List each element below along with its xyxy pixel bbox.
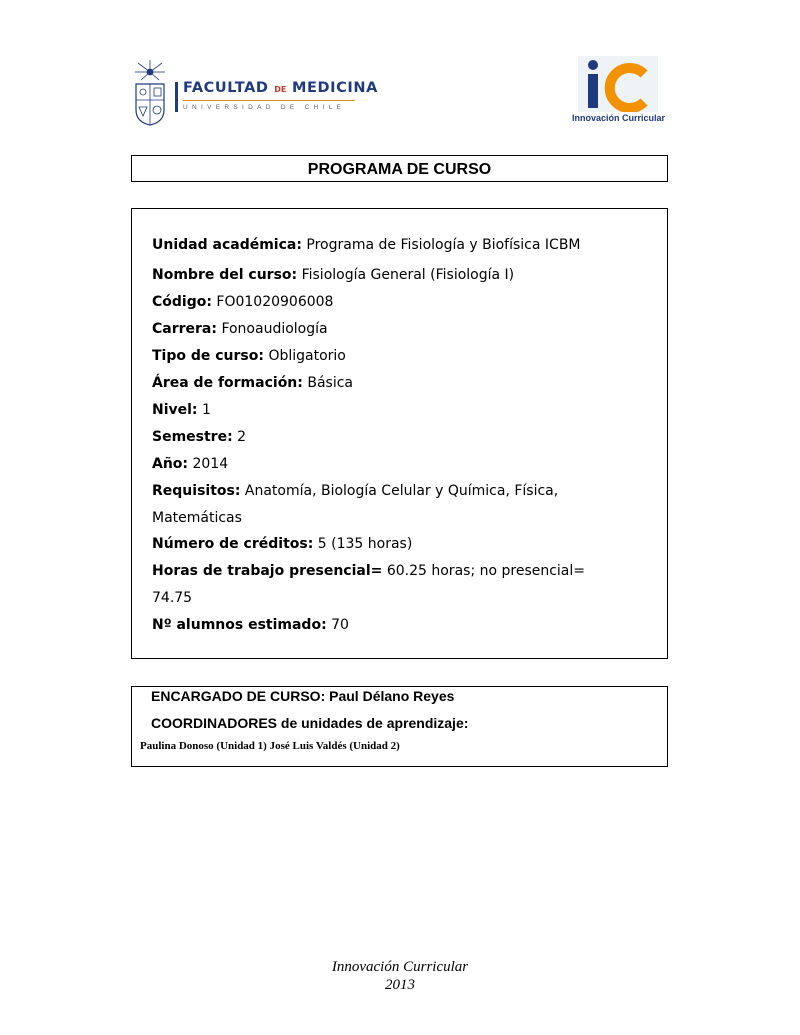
field-label: Año: [152,456,189,472]
ic-caption: Innovación Curricular [572,113,666,123]
field-value: Fisiología General (Fisiología I) [301,267,515,283]
course-info-box [131,208,668,659]
university-name: UNIVERSIDAD DE CHILE [183,104,346,111]
footer [300,958,500,994]
footer-line-1: Innovación Curricular [331,959,469,975]
field-carrera [152,321,328,337]
field-creditos [152,536,412,552]
field-ano [152,456,228,472]
logo-divider [175,82,178,112]
encargado-line [151,688,454,704]
field-requisitos-cont [152,510,242,526]
field-tipo-curso [152,348,346,364]
field-value: Fonoaudiología [221,321,328,337]
faculty-name [183,80,378,96]
field-label: Semestre: [152,429,233,445]
field-label: Requisitos: [152,483,241,499]
field-label: Nivel: [152,402,198,418]
field-codigo [152,294,333,310]
field-area-formacion [152,375,353,391]
field-horas-presencial [152,563,585,579]
field-requisitos [152,483,558,499]
field-label: Nº alumnos estimado: [152,617,327,633]
field-value: Obligatorio [268,348,346,364]
coordinadores-line [151,715,468,731]
field-nivel [152,402,211,418]
field-label: Horas de trabajo presencial= [152,563,383,579]
field-value: 2 [237,429,247,445]
field-label: Número de créditos: [152,536,314,552]
field-value: Básica [307,375,353,391]
field-value: Programa de Fisiología y Biofísica ICBM [306,237,581,253]
ic-mark-icon [578,56,658,112]
coordination-box [131,686,668,767]
page-title: PROGRAMA DE CURSO [307,161,492,178]
field-label: Tipo de curso: [152,348,264,364]
field-nombre-curso [152,267,514,283]
field-value: 2014 [192,456,229,472]
field-value-continued: Matemáticas [152,510,242,526]
field-value-continued: 74.75 [152,590,193,606]
faculty-name-part-b: MEDICINA [291,80,378,96]
encargado-value: : Paul Délano Reyes [320,688,455,704]
faculty-name-de: DE [274,85,287,94]
logo-rule [183,100,355,101]
field-label: Área de formación: [152,375,303,391]
field-value: 60.25 horas; no presencial= [386,563,586,579]
field-value: 1 [202,402,211,418]
field-label: Nombre del curso: [152,267,298,283]
field-alumnos [152,617,349,633]
coordinadores-names: Paulina Donoso (Unidad 1) José Luis Valdés (Unidad 2) [140,740,400,752]
field-unidad-academica [152,237,581,253]
innovacion-curricular-logo [572,56,664,128]
coordinadores-label: COORDINADORES [151,715,278,731]
facultad-medicina-logo [133,60,378,126]
field-label: Carrera: [152,321,217,337]
field-horas-cont [152,590,192,606]
field-value: Anatomía, Biología Celular y Química, Física, [244,483,559,499]
encargado-label: ENCARGADO DE CURSO [151,688,321,704]
faculty-name-part-a: FACULTAD [183,80,269,96]
university-crest-icon [133,60,167,126]
field-value: 70 [331,617,349,633]
field-value: 5 (135 horas) [317,536,413,552]
title-box [131,155,668,182]
field-value: FO01020906008 [216,294,334,310]
footer-line-2: 2013 [385,977,415,993]
coordinadores-suffix: de unidades de aprendizaje: [277,715,469,731]
field-label: Unidad académica: [152,237,302,253]
field-semestre [152,429,246,445]
field-label: Código: [152,294,212,310]
